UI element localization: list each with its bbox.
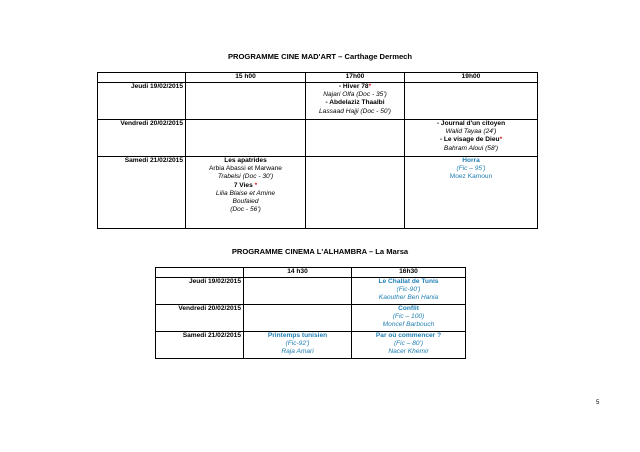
- day-cell: Samedi 21/02/2015: [156, 332, 244, 359]
- empty-cell: [306, 120, 405, 157]
- film-cell: [244, 332, 352, 359]
- table2-schedule: [155, 267, 466, 359]
- film-director: Boufaied: [232, 198, 259, 206]
- film-title: - Le visage de Dieu: [439, 136, 500, 144]
- film-director: Raja Amari: [281, 348, 314, 356]
- table-row: [98, 157, 538, 229]
- film-title: Par où commencer ?: [375, 332, 442, 339]
- film-director: Moez Kamoun: [449, 173, 493, 181]
- film-cell: [405, 120, 538, 157]
- film-cell: [306, 83, 405, 120]
- film-cell: [405, 157, 538, 229]
- film-director: Trabelsi (Doc - 30'): [217, 173, 274, 181]
- film-info: (Fic-90'): [396, 286, 421, 294]
- film-cell: [186, 157, 306, 229]
- film-title: Le Challat de Tunis: [378, 278, 439, 285]
- star-mark: *: [254, 181, 258, 189]
- film-director: Bahram Aloui (58'): [443, 144, 499, 152]
- film-title: Horra: [462, 157, 480, 164]
- empty-cell: [405, 83, 538, 120]
- empty-cell: [186, 83, 306, 120]
- day-cell: Vendredi 20/02/2015: [156, 305, 244, 332]
- table1-header-15h00: 15 h00: [186, 73, 306, 83]
- table-row: [98, 120, 538, 157]
- film-title: Printemps tunisien: [267, 332, 328, 339]
- film-director: Arbia Abassi et Marwane: [209, 165, 282, 173]
- table1-header-row: [98, 73, 538, 83]
- film-director: Nacer Khemir: [388, 348, 429, 356]
- film-info: (Fic-92'): [285, 340, 310, 348]
- film-cell: [352, 332, 466, 359]
- film-info: (Doc - 56'): [230, 206, 261, 214]
- film-title: 7 Vies: [233, 181, 253, 189]
- day-cell: Jeudi 19/02/2015: [156, 278, 244, 305]
- table1-schedule: [97, 72, 538, 229]
- table2-header-14h30: 14 h30: [244, 268, 352, 278]
- film-info: (Fic – 80'): [393, 340, 424, 348]
- table-row: [98, 83, 538, 120]
- table1-title-program: PROGRAMME CINE MAD'ART –: [227, 52, 345, 61]
- empty-cell: [244, 278, 352, 305]
- table1-header-19h00: 19h00: [405, 73, 538, 83]
- film-title: - Journal d'un citoyen: [436, 120, 506, 127]
- table2-header-16h30: 16h30: [352, 268, 466, 278]
- film-director: Kaouther Ben Hania: [378, 294, 439, 302]
- film-director: Moncef Barbouch: [382, 321, 435, 329]
- table1-title-venue: Carthage Dermech: [344, 52, 413, 61]
- table2-title-program: PROGRAMME CINEMA L'ALHAMBRA –: [231, 247, 376, 256]
- film-cell: [352, 278, 466, 305]
- film-director: Lilia Blaise et Amine: [215, 189, 276, 197]
- film-cell: [352, 305, 466, 332]
- film-title: - Abdelaziz Thaalbi: [325, 99, 385, 107]
- film-title: Conflit: [398, 305, 419, 312]
- table2-header-row: [156, 268, 466, 278]
- table1-header-blank: [98, 73, 186, 83]
- film-director: Lassaad Hajji (Doc - 50'): [319, 107, 391, 115]
- table2-title-venue: La Marsa: [375, 247, 409, 256]
- day-cell: Jeudi 19/02/2015: [98, 83, 186, 120]
- day-cell: Vendredi 20/02/2015: [98, 120, 186, 157]
- empty-cell: [306, 157, 405, 229]
- table-row: [156, 305, 466, 332]
- table1-header-17h00: 17h00: [306, 73, 405, 83]
- table-row: [156, 332, 466, 359]
- film-info: (Fic – 100): [392, 313, 425, 321]
- film-title: - Hiver 78: [338, 83, 369, 90]
- empty-cell: [244, 305, 352, 332]
- film-title: Les apatrides: [224, 157, 267, 164]
- table2-title: [0, 247, 640, 256]
- table1-title: [0, 52, 640, 61]
- star-mark: *: [368, 83, 372, 90]
- film-director: Najari Olfa (Doc - 35'): [323, 91, 387, 99]
- day-cell: Samedi 21/02/2015: [98, 157, 186, 229]
- table2-header-blank: [156, 268, 244, 278]
- film-info: (Fic – 95'): [456, 165, 486, 173]
- empty-cell: [186, 120, 306, 157]
- star-mark: *: [499, 136, 503, 144]
- page-number: 5: [596, 400, 600, 406]
- film-director: Walid Tayaa (24'): [445, 128, 497, 136]
- table-row: [156, 278, 466, 305]
